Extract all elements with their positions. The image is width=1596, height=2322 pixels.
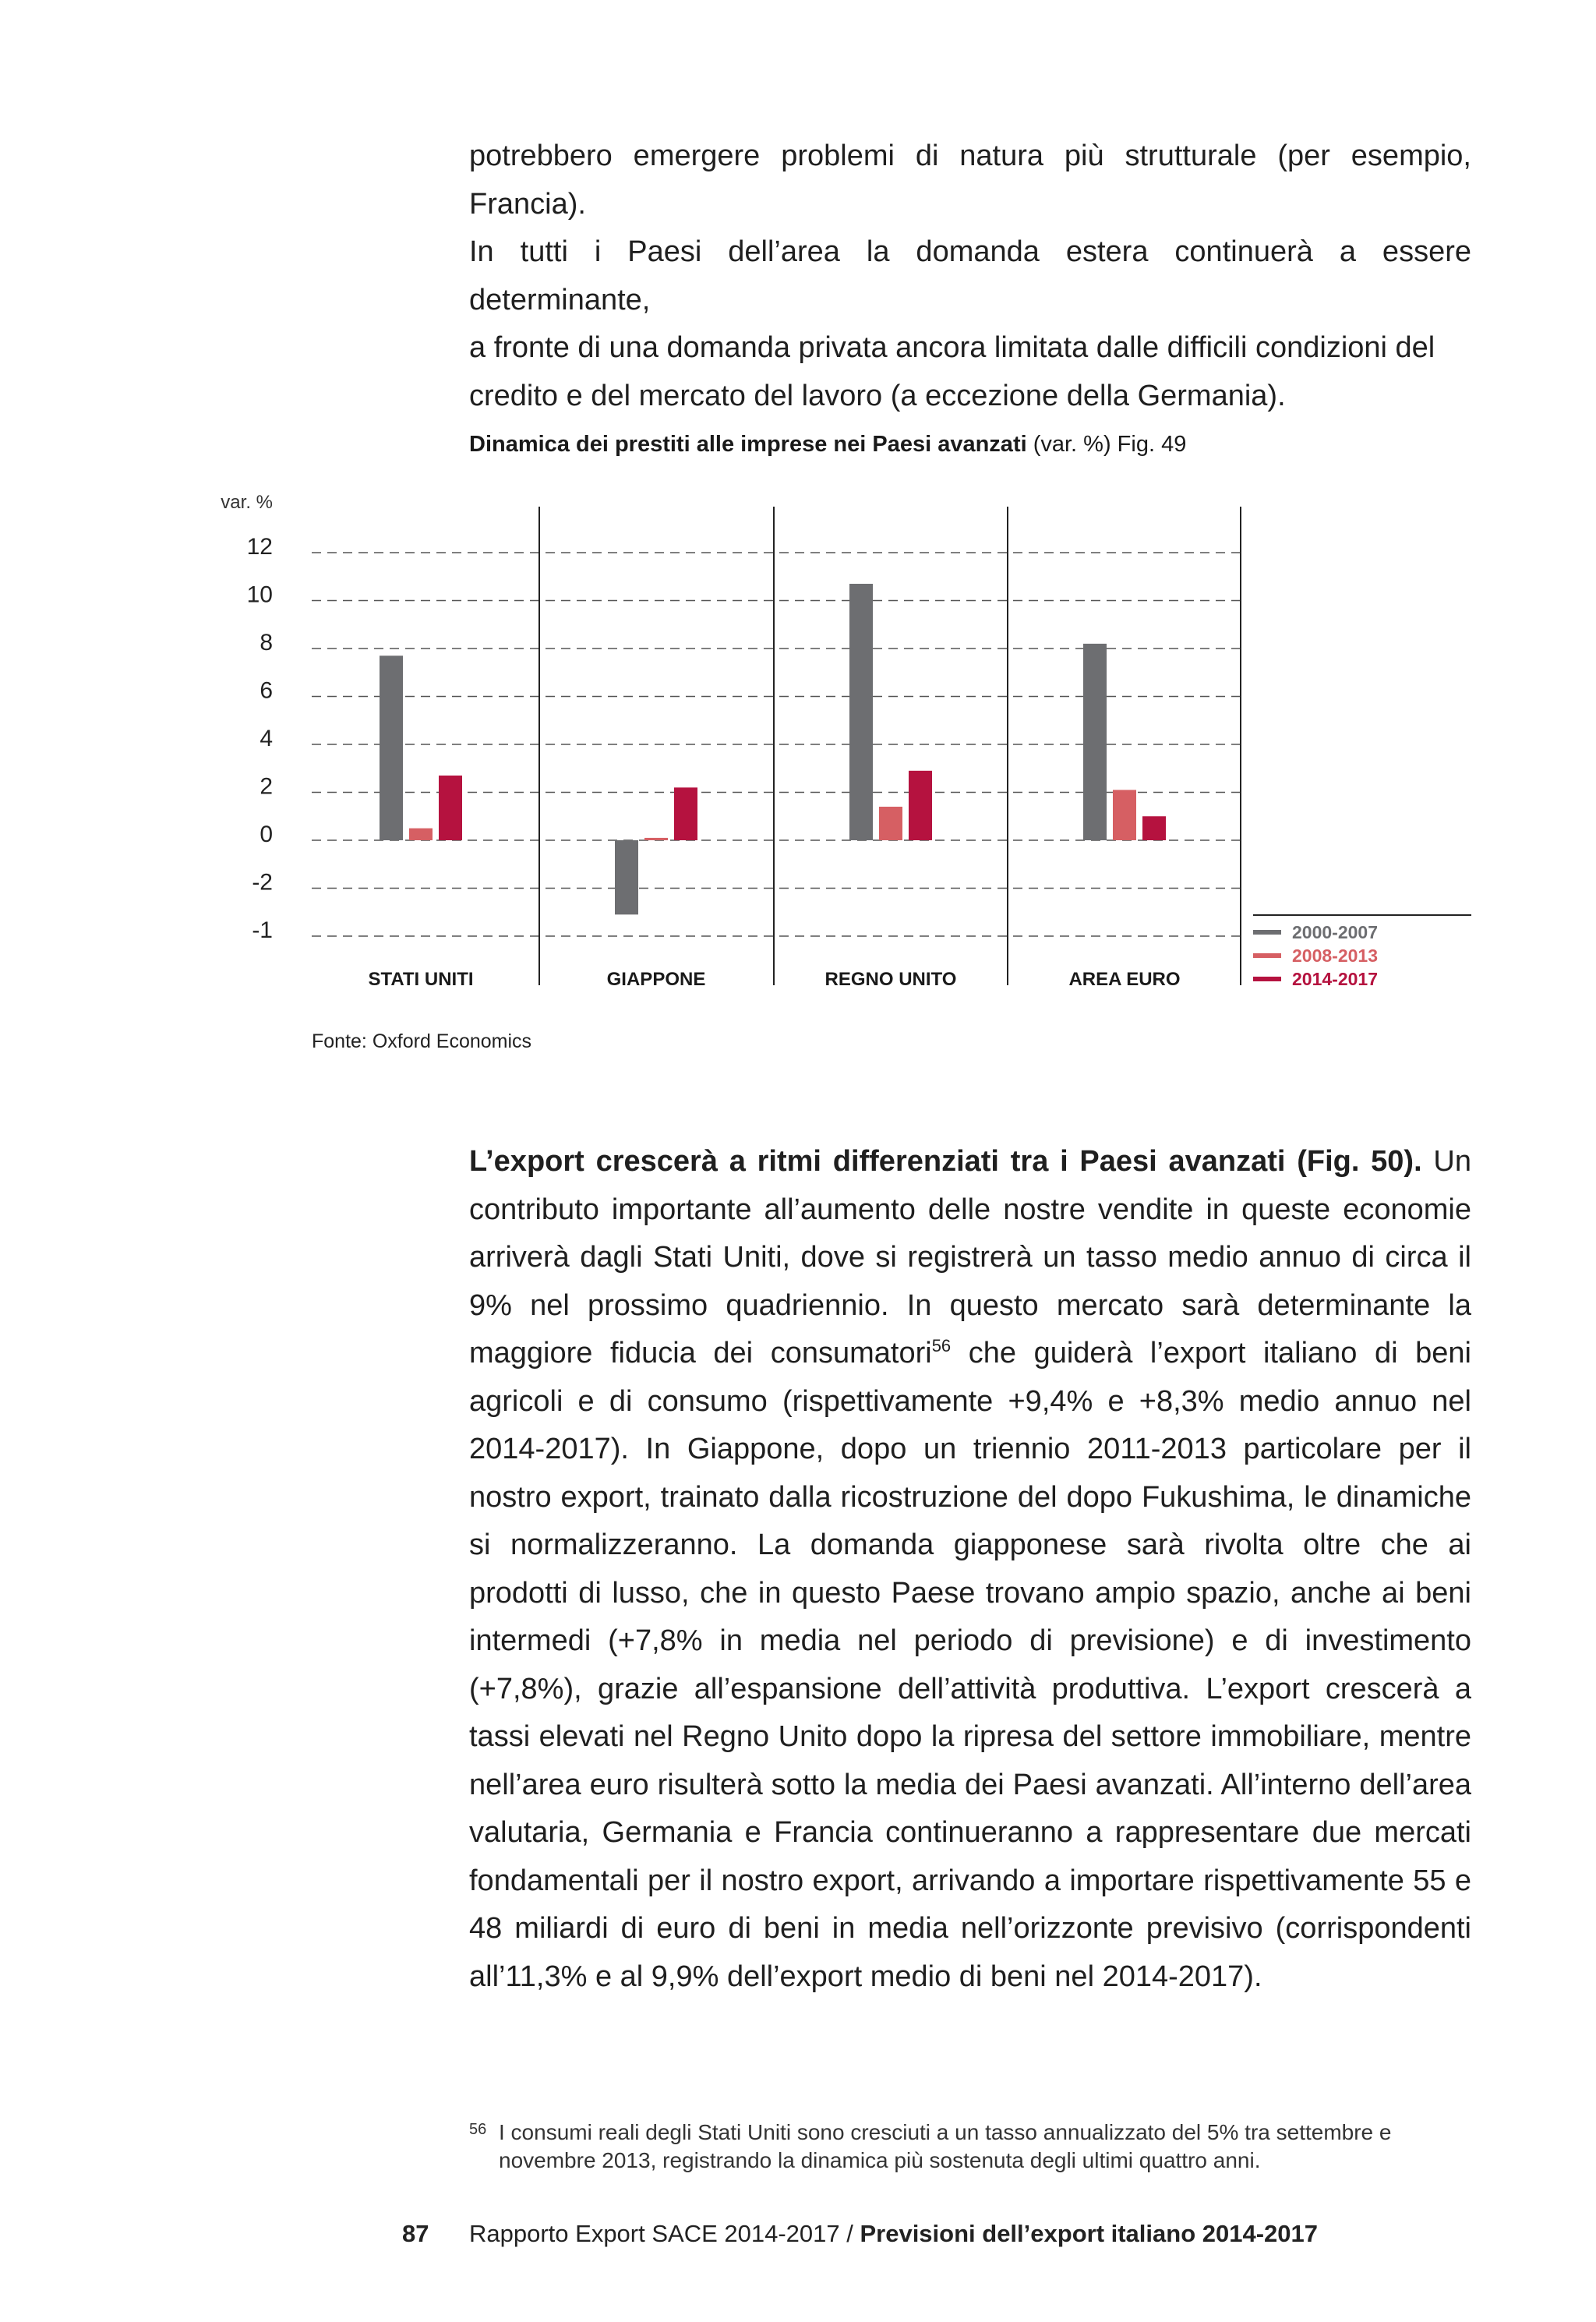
chart-title bbox=[469, 432, 1186, 458]
bar bbox=[879, 807, 902, 840]
footnote-ref[interactable]: 56 bbox=[931, 1336, 952, 1355]
bar bbox=[615, 840, 638, 914]
y-tick-label: 8 bbox=[260, 630, 273, 656]
body-text-2: che guiderà l’export italiano di beni agricoli e di consumo (rispettivamente +9,4% e +8,3% medio annuo nel 2014-2017). In Giappone, dopo un triennio 2011-2013 particolare per il nostro export, trainato dalla ricostruzione del dopo Fukushima, le dinamiche si normalizzeranno. La domanda giapponese sarà rivolta oltre che ai prodotti di lusso, che in questo Paese trovano ampio spazio, anche ai beni intermedi (+7,8% in media nel periodo di previsione) e di investimento (+7,8%), grazie all’espansione dell’attività produttiva. L’export crescerà a tassi elevati nel Regno Unito dopo la ripresa del settore immobiliare, mentre nell’area euro risulterà sotto la media dei Paesi avanzati. All’interno dell’area valutaria, Germania e Francia continueranno a rappresentare due mercati fondamentali per il nostro export, arrivando a importare rispettivamente 55 e 48 miliardi di euro di beni in media nell’orizzonte previsivo (corrispondenti all’11,3% e al 9,9% dell’export medio di beni nel 2014-2017). bbox=[469, 1337, 1472, 1993]
bar bbox=[409, 829, 433, 840]
x-tick-label: STATI UNITI bbox=[368, 969, 474, 990]
bar bbox=[439, 776, 462, 840]
bar bbox=[644, 838, 668, 840]
x-tick-label: AREA EURO bbox=[1068, 969, 1181, 990]
y-tick-label: 4 bbox=[260, 726, 273, 751]
body-text-1: Un contributo importante all’aumento delle nostre vendite in queste economie arriverà dagli Stati Uniti, dove si registrerà un tasso medio annuo di circa il 9% nel prossimo quadriennio. In questo mercato sarà determinante la maggiore fiducia dei consumatori bbox=[469, 1145, 1471, 1370]
bar bbox=[1083, 644, 1107, 840]
bar bbox=[1142, 816, 1166, 840]
chart-title-suffix: (var. %) Fig. 49 bbox=[1026, 432, 1187, 457]
bar bbox=[909, 771, 932, 840]
intro-line: potrebbero emergere problemi di natura più strutturale (per esempio, Francia). bbox=[469, 140, 1471, 221]
report-title bbox=[469, 2220, 1318, 2248]
x-tick-label: REGNO UNITO bbox=[824, 969, 957, 990]
footnote bbox=[469, 2119, 1482, 2175]
y-tick-label: 10 bbox=[246, 581, 273, 608]
chart-title-bold: Dinamica dei prestiti alle imprese nei Paesi avanzati bbox=[469, 432, 1027, 457]
intro-line: In tutti i Paesi dell’area la domanda estera continuerà a essere determinante, bbox=[469, 235, 1471, 316]
y-tick-label: 6 bbox=[260, 677, 273, 704]
footnote-number: 56 bbox=[469, 2121, 487, 2138]
bar bbox=[1113, 790, 1136, 840]
intro-line: credito e del mercato del lavoro (a eccezione della Germania). bbox=[469, 379, 1286, 412]
legend-label: 2000-2007 bbox=[1292, 922, 1378, 942]
lead-sentence: L’export crescerà a ritmi differenziati tra i Paesi avanzati (Fig. 50). bbox=[469, 1145, 1422, 1178]
bar bbox=[380, 656, 403, 840]
y-tick-label: -1 bbox=[252, 917, 273, 943]
bar bbox=[674, 787, 697, 840]
bar-chart bbox=[0, 475, 1596, 1005]
bar bbox=[849, 584, 873, 840]
y-axis-label: var. % bbox=[221, 492, 273, 513]
y-tick-label: 0 bbox=[260, 822, 273, 847]
report-section: Previsioni dell’export italiano 2014-2017 bbox=[860, 2220, 1319, 2247]
legend-label: 2008-2013 bbox=[1292, 945, 1378, 966]
legend-label: 2014-2017 bbox=[1292, 969, 1378, 989]
intro-line: a fronte di una domanda privata ancora limitata dalle difficili condizioni del bbox=[469, 331, 1435, 364]
chart-source: Fonte: Oxford Economics bbox=[312, 1030, 532, 1052]
x-tick-label: GIAPPONE bbox=[606, 969, 706, 990]
y-tick-label: 12 bbox=[246, 534, 273, 560]
y-tick-label: -2 bbox=[252, 869, 273, 896]
intro-paragraph bbox=[469, 133, 1471, 420]
main-paragraph bbox=[469, 1138, 1471, 2001]
footnote-text: I consumi reali degli Stati Uniti sono cresciuti a un tasso annualizzato del 5% tra settembre e novembre 2013, registrando la dinamica più sostenuta degli ultimi quattro anni. bbox=[499, 2120, 1392, 2172]
y-tick-label: 2 bbox=[260, 773, 273, 800]
page-number: 87 bbox=[402, 2220, 429, 2247]
report-name: Rapporto Export SACE 2014-2017 / bbox=[469, 2220, 860, 2247]
